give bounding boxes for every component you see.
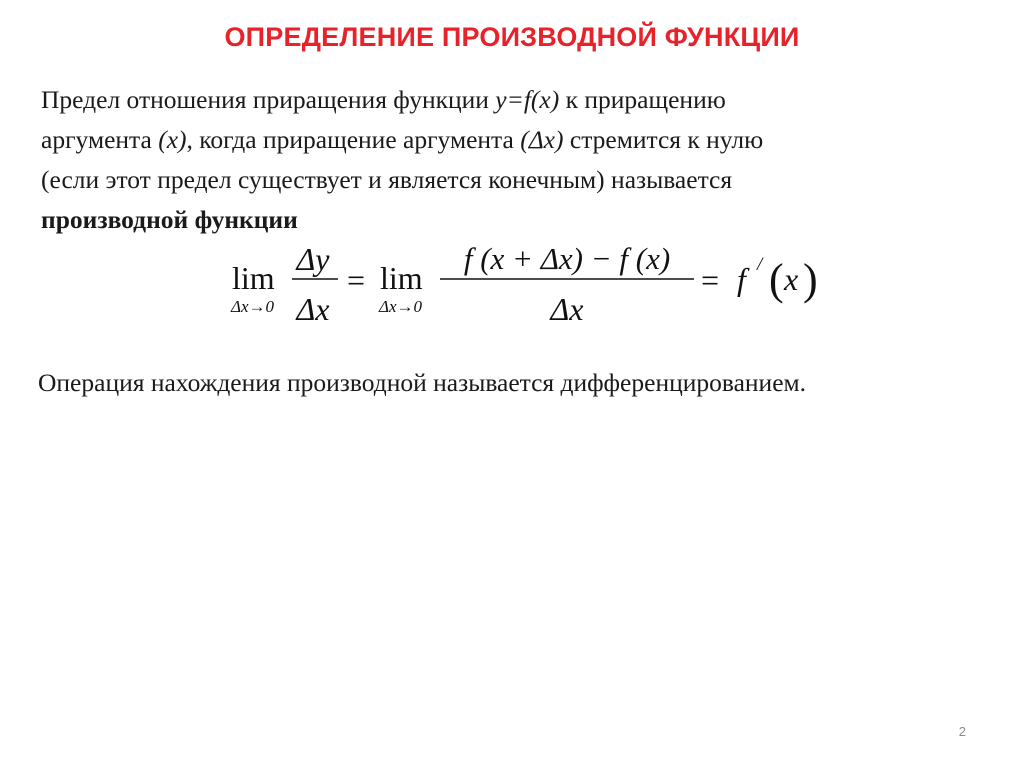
math-expression: y=f(x) [495,85,560,114]
definition-text: Предел отношения приращения функции [41,85,496,114]
limit-subscript: Δx→0 [231,297,275,316]
definition-text: стремится к нулю [563,125,764,154]
open-paren: ( [769,255,784,304]
prime-mark: / [757,254,763,275]
limit-operator: lim [380,260,423,296]
definition-text: , когда приращение аргумента [186,125,521,154]
close-paren: ) [803,255,818,304]
equals-sign: = [347,262,366,298]
equals-sign: = [701,262,720,298]
definition-text: аргумента [41,125,159,154]
definition-line-3: (если этот предел существует и является конечным) называется [41,165,733,194]
math-expression: (x) [158,125,187,154]
derivative-formula [0,230,1024,340]
definition-line-1 [41,80,1001,120]
limit-subscript: Δx→0 [379,297,423,316]
fraction-numerator: Δy [296,241,330,277]
definition-text: к приращению [559,85,726,114]
definition-paragraph [41,80,1001,240]
limit-operator: lim [232,260,275,296]
math-expression: (Δx) [520,125,564,154]
derivative-variable: x [784,261,799,297]
definition-term: производной функции [41,205,298,234]
derivative-function: f [737,261,746,297]
fraction-denominator: Δx [296,291,330,327]
page-number: 2 [958,724,966,739]
fraction-numerator: f (x + Δx) − f (x) [463,241,671,276]
differentiation-note: Операция нахождения производной называется дифференцированием. [38,368,807,397]
fraction-denominator: Δx [550,291,584,327]
definition-line-2 [41,120,1001,160]
slide-title: ОПРЕДЕЛЕНИЕ ПРОИЗВОДНОЙ ФУНКЦИИ [224,22,800,52]
